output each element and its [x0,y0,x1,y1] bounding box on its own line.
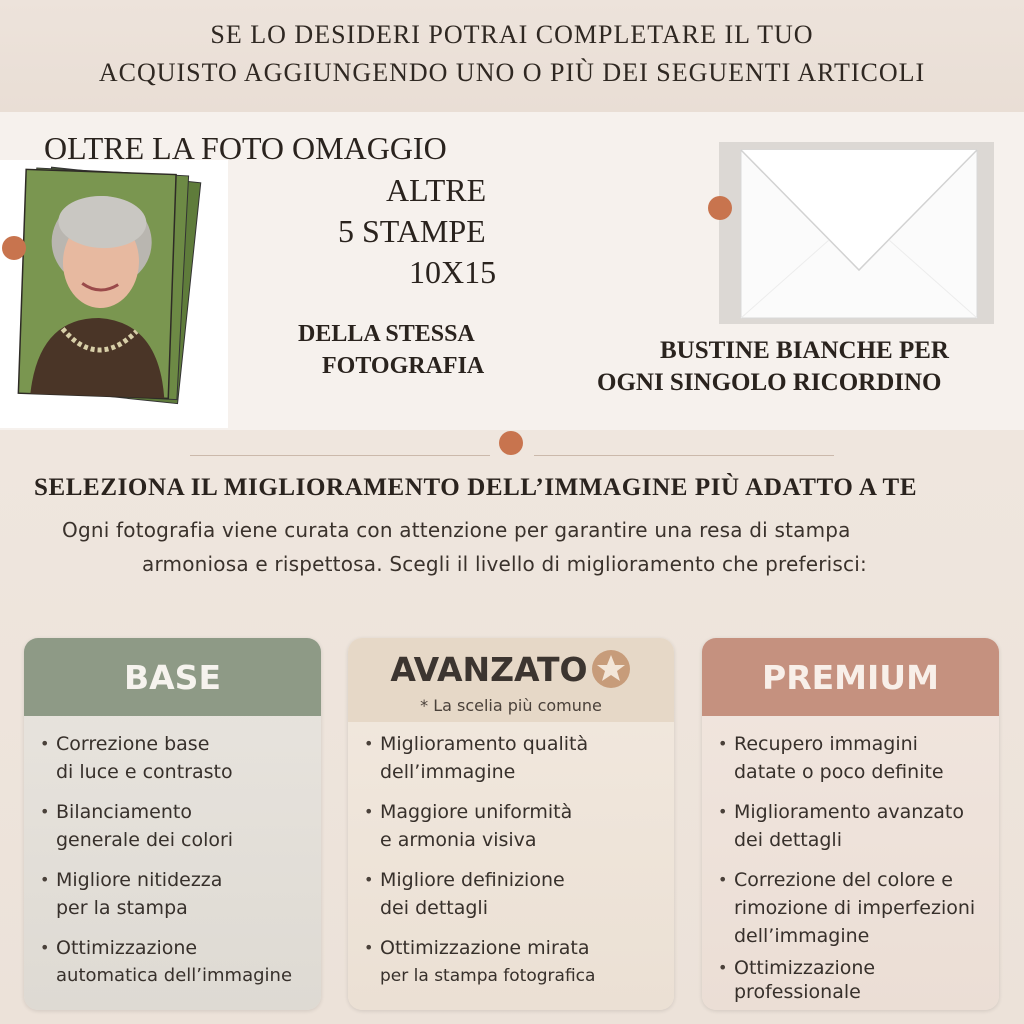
envelopes-line-1: BUSTINE BIANCHE PER [660,337,949,364]
plan-features [38,730,311,1002]
feature-item: • Ottimizzazione automatica dell’immagine [38,934,311,990]
feature-item: • Maggiore uniformità e armonia visiva [362,798,664,854]
feature-item: • Ottimizzazione mirata per la stampa fotografica [362,934,664,990]
feature-item: • Ottimizzazione professionale [716,956,989,1004]
portrait-photo-stack-icon [0,160,228,428]
plan-features [716,730,989,1010]
plan-card-avanzato[interactable] [348,638,674,1010]
feature-item: • Migliore definizione dei dettagli [362,866,664,922]
feature-item: • Correzione del colore e rimozione di imperfezioni dell’immagine [716,866,989,950]
feature-item: • Correzione base di luce e contrasto [38,730,311,786]
star-icon [590,648,632,698]
prints-line-1: ALTRE [386,172,487,208]
plan-title: AVANZATO [390,650,588,689]
feature-item: • Recupero immagini datate o poco definite [716,730,989,786]
feature-item: • Bilanciamento generale dei colori [38,798,311,854]
header-band [0,0,1024,112]
plan-tagline: * La scelia più comune [420,696,602,715]
header-line-1: SE LO DESIDERI POTRAI COMPLETARE IL TUO [210,20,814,49]
plan-features [362,730,664,1002]
accent-dot [2,236,26,260]
plan-card-base[interactable] [24,638,321,1010]
plan-title: PREMIUM [702,638,999,716]
plan-title: BASE [24,638,321,716]
prints-line-2: 5 STAMPE [338,213,486,249]
feature-item: • Miglioramento avanzato dei dettagli [716,798,989,854]
accent-dot [499,431,523,455]
plan-card-premium[interactable] [702,638,999,1010]
divider-right [534,455,834,456]
accent-dot [708,196,732,220]
prints-sub-1: DELLA STESSA [298,321,475,347]
prints-sub-2: FOTOGRAFIA [322,353,485,379]
envelopes-line-2: OGNI SINGOLO RICORDINO [597,369,942,396]
prints-title: OLTRE LA FOTO OMAGGIO [44,130,447,166]
header-line-2: ACQUISTO AGGIUNGENDO UNO O PIÙ DEI SEGUENTI ARTICOLI [98,58,926,87]
envelope-icon [719,142,994,324]
section-title: SELEZIONA IL MIGLIORAMENTO DELL’IMMAGINE PIÙ ADATTO A TE [34,474,918,501]
section-intro-2: armoniosa e rispettosa. Scegli il livello di miglioramento che preferisci: [142,552,867,576]
divider-left [190,455,490,456]
section-intro-1: Ogni fotografia viene curata con attenzione per garantire una resa di stampa [62,518,851,542]
feature-item: • Miglioramento qualità dell’immagine [362,730,664,786]
feature-item: • Migliore nitidezza per la stampa [38,866,311,922]
prints-line-3: 10X15 [409,254,497,290]
